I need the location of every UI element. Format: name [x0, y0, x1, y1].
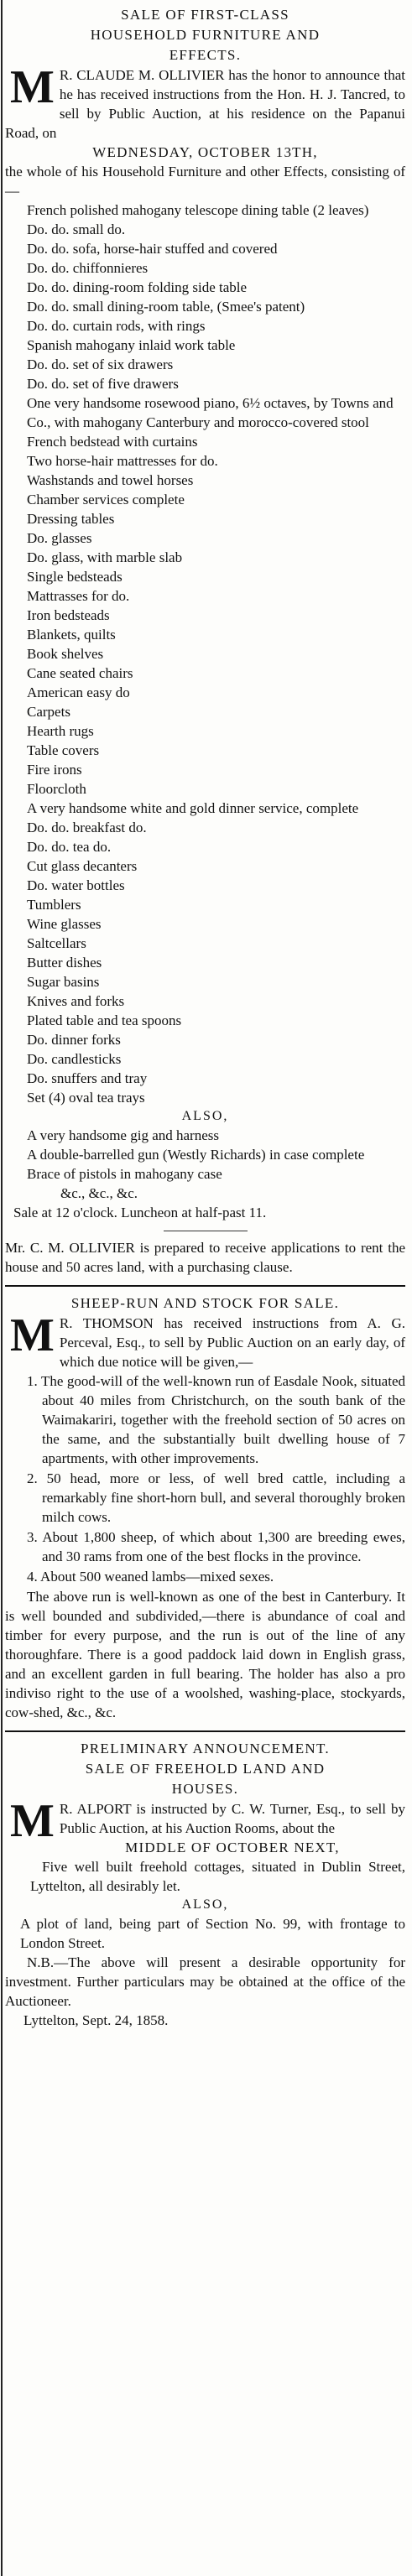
intro-text: R. CLAUDE M. OLLIVIER has the honor to announce that he has received instructions from the Hon. H. J. Tancred, to sell by Public Auction, at his residence on the Papanui Road, on — [5, 67, 405, 141]
ad-separator — [5, 1730, 405, 1732]
list-item: Do. dinner forks — [27, 1032, 121, 1048]
list-item: Sugar basins — [27, 974, 100, 990]
list-item: Do. snuffers and tray — [27, 1070, 148, 1086]
list-item: French bedstead with curtains — [27, 434, 198, 450]
list-item: Do. do. chiffonnieres — [27, 260, 149, 276]
list-item: &c., &c., &c. — [60, 1185, 138, 1201]
ad-title-line: SALE OF FIRST-CLASS — [121, 7, 289, 23]
sale-time: Sale at 12 o'clock. Luncheon at half-past 11. — [13, 1205, 267, 1220]
list-item: Washstands and towel horses — [27, 472, 194, 488]
list-item: Table covers — [27, 742, 100, 758]
list-item: American easy do — [27, 684, 130, 700]
list-item: Do. do. tea do. — [27, 839, 112, 855]
list-item: Floorcloth — [27, 781, 86, 797]
list-item: Saltcellars — [27, 935, 86, 951]
list-item: 2. 50 head, more or less, of well bred cattle, including a remarkably fine short-horn bull, and several thoroughly broken milch cows. — [27, 1470, 405, 1525]
inventory-list — [5, 200, 405, 1107]
list-item: Blankets, quilts — [27, 627, 116, 643]
list-item: Iron bedsteads — [27, 607, 110, 623]
drop-cap: M — [10, 1795, 55, 1847]
ad-title-line: SALE OF FREEHOLD LAND AND — [85, 1761, 326, 1777]
list-item: Tumblers — [27, 897, 81, 913]
ad-intro — [5, 1795, 405, 1847]
list-item: A very handsome gig and harness — [27, 1127, 219, 1143]
list-item: Cut glass decanters — [27, 858, 138, 874]
list-item: Do. do. breakfast do. — [27, 820, 147, 835]
lot-list — [5, 1371, 405, 1586]
list-item: Do. glasses — [27, 530, 92, 546]
list-item: Plated table and tea spoons — [27, 1012, 182, 1028]
list-item: 3. About 1,800 sheep, of which about 1,300 are breeding ewes, and 30 rams from one of the best flocks in the province. — [27, 1529, 405, 1564]
list-item: 4. About 500 weaned lambs—mixed sexes. — [27, 1569, 274, 1585]
list-item: Knives and forks — [27, 993, 125, 1009]
list-item: One very handsome rosewood piano, 6½ octaves, by Towns and Co., with mahogany Canterbury and morocco-covered stool — [27, 395, 394, 430]
list-item: Dressing tables — [27, 511, 115, 527]
lot-description: Five well built freehold cottages, situated in Dublin Street, Lyttelton, all desirably let. — [30, 1859, 405, 1894]
list-item: Butter dishes — [27, 955, 102, 971]
ad-intro — [5, 61, 405, 143]
list-item: Fire irons — [27, 762, 82, 778]
list-item: Do. candlesticks — [27, 1051, 122, 1067]
drop-cap: M — [10, 61, 55, 113]
column-rule — [1, 0, 3, 2576]
lead-text: the whole of his Household Furniture and other Effects, consisting of— — [5, 164, 405, 199]
also-label: ALSO, — [181, 1897, 229, 1912]
list-item: Do. do. small do. — [27, 221, 126, 237]
furniture-sale-ad — [5, 0, 405, 1277]
ad-title-line: HOUSEHOLD FURNITURE AND — [90, 27, 321, 43]
ad-title-line: HOUSES. — [171, 1781, 239, 1797]
list-item: Set (4) oval tea trays — [27, 1090, 145, 1106]
ad-title-line: PRELIMINARY ANNOUNCEMENT. — [81, 1741, 330, 1756]
list-item: Do. do. curtain rods, with rings — [27, 318, 206, 334]
list-item: French polished mahogany telescope dining table (2 leaves) — [27, 202, 369, 218]
dateline: Lyttelton, Sept. 24, 1858. — [23, 2012, 169, 2028]
list-item: Do. glass, with marble slab — [27, 549, 183, 565]
freehold-sale-ad — [5, 1739, 405, 2030]
also-label: ALSO, — [181, 1109, 229, 1123]
list-item: A double-barrelled gun (Westly Richards) in case complete — [27, 1147, 365, 1163]
list-item: Do. do. dining-room folding side table — [27, 279, 248, 295]
list-item: Mattrasses for do. — [27, 588, 130, 604]
sale-date: WEDNESDAY, OCTOBER 13TH, — [92, 144, 318, 160]
list-item: Do. do. small dining-room table, (Smee's patent) — [27, 299, 305, 315]
footer-note: Mr. C. M. OLLIVIER is prepared to receive applications to rent the house and 50 acres land, with a purchasing clause. — [5, 1240, 405, 1275]
ad-title-line: EFFECTS. — [169, 47, 242, 63]
list-item: Spanish mahogany inlaid work table — [27, 337, 236, 353]
list-item: Do. do. set of five drawers — [27, 376, 179, 392]
list-item: Cane seated chairs — [27, 665, 133, 681]
intro-text: R. ALPORT is instructed by C. W. Turner, Esq., to sell by Public Auction, at his Auction Rooms, about the — [59, 1801, 405, 1836]
list-item: Brace of pistols in mahogany case — [27, 1166, 222, 1182]
ad-separator — [5, 1285, 405, 1287]
intro-text: R. THOMSON has received instructions from A. G. Perceval, Esq., to sell by Public Auction on an early day, of which due notice will be given,— — [59, 1315, 405, 1370]
list-item: Do. water bottles — [27, 877, 125, 893]
list-item: 1. The good-will of the well-known run of Easdale Nook, situated about 40 miles from Christchurch, on the south bank of the Waimakariri, together with the freehold section of 50 acres on the same, and the substantially built dwelling house of 7 apartments, with other improvements. — [27, 1373, 405, 1466]
list-item: Chamber services complete — [27, 492, 185, 507]
list-item: Wine glasses — [27, 916, 102, 932]
closing-paragraph: The above run is well-known as one of the best in Canterbury. It is well bounded and subdivided,—there is abundance of coal and timber for every purpose, and the run is out of the line of any thoroughfare. There is a good paddock laid down in English grass, and an excellent garden in full bearing. The holder has also a pro indiviso right to the use of a woolshed, washing-place, stockyards, cow-shed, &c., &c. — [5, 1589, 405, 1720]
list-item: Do. do. set of six drawers — [27, 356, 174, 372]
also-list — [5, 1126, 405, 1203]
list-item: A very handsome white and gold dinner service, complete — [27, 800, 359, 816]
drop-cap: M — [10, 1309, 55, 1361]
sale-date: MIDDLE OF OCTOBER NEXT, — [125, 1840, 340, 1855]
list-item: Carpets — [27, 704, 70, 720]
ad-intro — [5, 1309, 405, 1371]
list-item: Single bedsteads — [27, 569, 123, 585]
nota-bene: N.B.—The above will present a desirable opportunity for investment. Further particulars may be obtained at the office of the Auctioneer. — [5, 1954, 405, 2009]
list-item: Hearth rugs — [27, 723, 94, 739]
ad-title: SHEEP-RUN AND STOCK FOR SALE. — [70, 1295, 340, 1311]
list-item: Two horse-hair mattresses for do. — [27, 453, 218, 469]
list-item: Do. do. sofa, horse-hair stuffed and covered — [27, 241, 278, 257]
lot-description: A plot of land, being part of Section No. 99, with frontage to London Street. — [20, 1916, 405, 1951]
sheep-run-ad — [5, 1293, 405, 1722]
list-item: Book shelves — [27, 646, 104, 662]
